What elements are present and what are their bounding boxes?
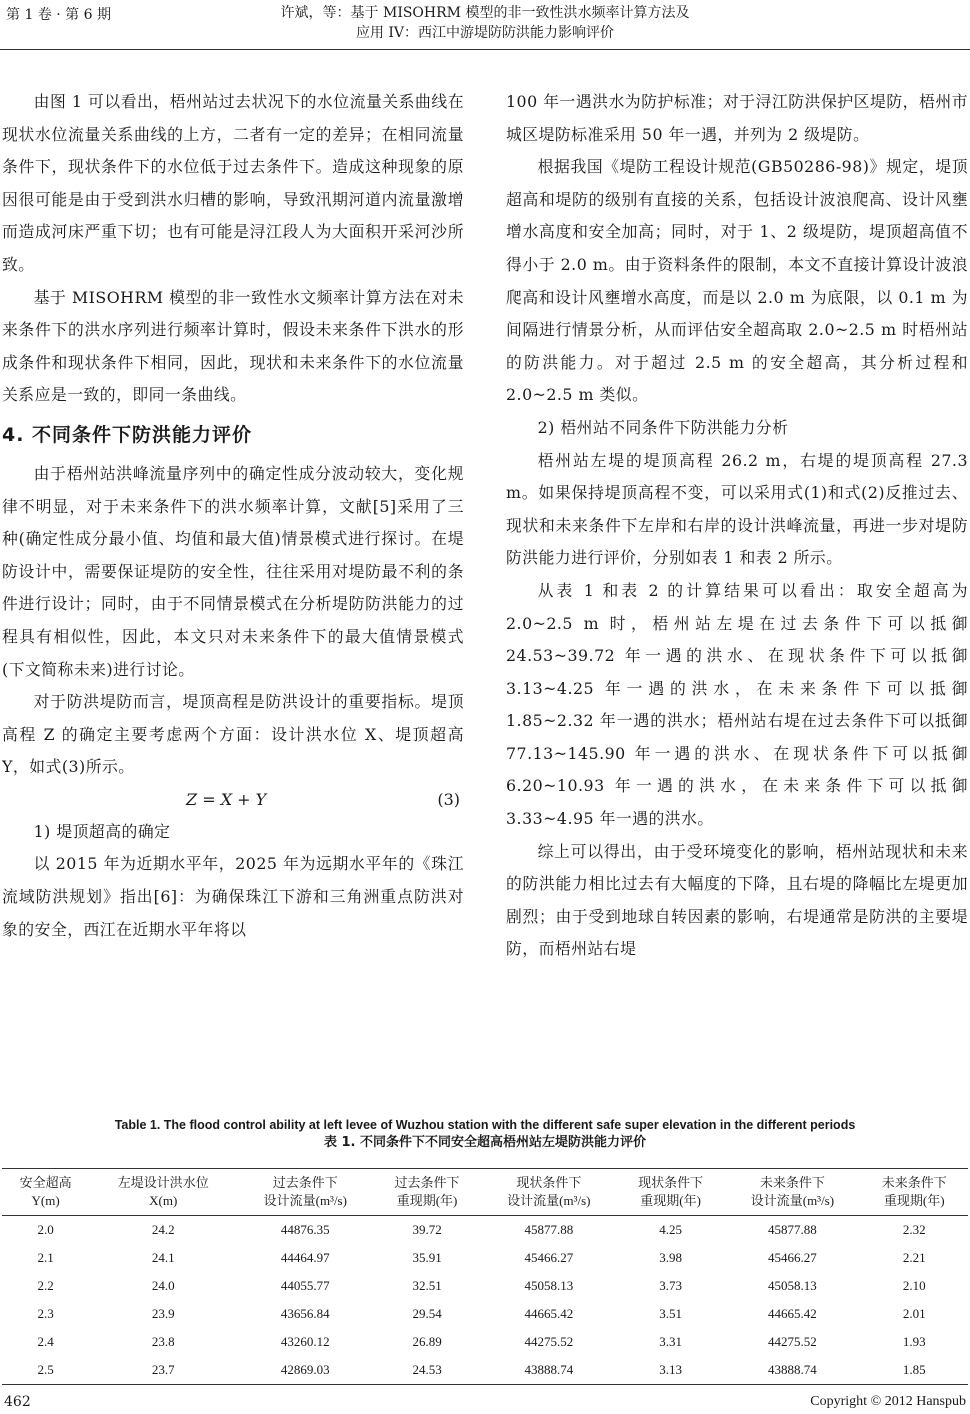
header-line: 重现期(年) xyxy=(883,1193,945,1208)
table-cell: 43888.74 xyxy=(524,1362,574,1377)
paragraph: 以 2015 年为近期水平年，2025 年为远期水平年的《珠江流域防洪规划》指出[6]：为确保珠江下游和三角洲重点防洪对象的安全，西江在近期水平年将以 xyxy=(2,854,464,939)
header-line: 安全超高 xyxy=(19,1175,72,1190)
right-column xyxy=(506,86,968,966)
header-line: 过去条件下 xyxy=(394,1175,460,1190)
table-cell: 3.13 xyxy=(659,1362,682,1377)
paragraph: 从表 1 和表 2 的计算结果可以看出：取安全超高为 2.0~2.5 m 时，梧州站左堤在过去条件下可以抵御 24.53~39.72 年一遇的洪水、在现状条件下可以抵御 3.13~4.25 年一遇的洪水，在未来条件下可以抵御 1.85~2.32 年一遇的洪水；梧州站右堤在过去条件下可以抵御 77.13~145.90 年一遇的洪水、在现状条件下可以抵御 6.20~10.93 年一遇的洪水，在未来条件下可以抵御 3.33~4.95 年一遇的洪水。 xyxy=(506,580,968,829)
table-cell: 44665.42 xyxy=(524,1306,574,1321)
running-header xyxy=(0,0,970,52)
table-caption-en: Table 1. The flood control ability at left levee of Wuzhou station with the different safe super elevation in the different periods xyxy=(114,1118,856,1132)
table-cell: 44876.35 xyxy=(280,1222,330,1237)
table-cell: 23.8 xyxy=(151,1334,175,1349)
table-cell: 29.54 xyxy=(412,1306,442,1321)
table-header-cell xyxy=(237,1169,373,1216)
journal-volume-issue: 第 1 卷 · 第 6 期 xyxy=(6,7,111,23)
table-cell: 3.98 xyxy=(659,1250,682,1265)
table-cell: 2.2 xyxy=(37,1278,54,1293)
table-cell: 3.51 xyxy=(659,1306,682,1321)
header-line: Y(m) xyxy=(31,1193,60,1208)
table-cell: 2.01 xyxy=(902,1306,926,1321)
table-cell: 2.4 xyxy=(37,1334,54,1349)
table-1 xyxy=(0,1116,970,1377)
equation-3 xyxy=(2,784,464,816)
header-line: 未来条件下 xyxy=(759,1175,825,1190)
running-title-line1: 许斌，等：基于 MISOHRM 模型的非一致性洪水频率计算方法及 xyxy=(280,5,690,21)
table-header-cell xyxy=(2,1169,89,1216)
header-line: 设计流量(m³/s) xyxy=(750,1193,835,1208)
table-row xyxy=(2,1328,968,1356)
table-cell: 43888.74 xyxy=(768,1362,817,1377)
table-cell: 45466.27 xyxy=(768,1250,817,1265)
header-line: 现状条件下 xyxy=(638,1175,704,1190)
table-cell: 3.73 xyxy=(659,1278,682,1293)
table-cell: 24.53 xyxy=(412,1362,442,1377)
header-line: 设计流量(m³/s) xyxy=(263,1193,347,1208)
table-cell: 35.91 xyxy=(412,1250,442,1265)
subsection-heading: 2) 梧州站不同条件下防洪能力分析 xyxy=(537,417,789,437)
running-title-line2: 应用 IV：西江中游堤防防洪能力影响评价 xyxy=(355,25,615,41)
table-cell: 44275.52 xyxy=(768,1334,817,1349)
header-line: 未来条件下 xyxy=(881,1175,947,1190)
table-cell: 45466.27 xyxy=(524,1250,574,1265)
table-cell: 26.89 xyxy=(412,1334,442,1349)
table-cell: 45058.13 xyxy=(768,1278,817,1293)
table-row xyxy=(2,1244,968,1272)
table-cell: 2.3 xyxy=(37,1306,54,1321)
table-header-cell xyxy=(724,1169,860,1216)
table-cell: 2.0 xyxy=(37,1222,54,1237)
paragraph: 100 年一遇洪水为防护标准；对于浔江防洪保护区堤防，梧州市城区堤防标准采用 50 年一遇，并列为 2 级堤防。 xyxy=(506,92,968,144)
paragraph: 对于防洪堤防而言，堤顶高程是防洪设计的重要指标。堤顶高程 Z 的确定主要考虑两个方面：设计洪水位 X、堤顶超高 Y，如式(3)所示。 xyxy=(2,692,464,777)
header-line: 左堤设计洪水位 xyxy=(117,1175,209,1190)
header-line: X(m) xyxy=(149,1193,178,1208)
table-cell: 44275.52 xyxy=(524,1334,574,1349)
table-cell: 43656.84 xyxy=(280,1306,330,1321)
table-body xyxy=(2,1216,968,1385)
header-rule xyxy=(0,49,970,50)
table-cell: 44665.42 xyxy=(768,1306,817,1321)
equation-number: (3) xyxy=(437,789,460,809)
table-header-cell xyxy=(617,1169,725,1216)
data-table xyxy=(2,1168,968,1385)
table-cell: 44055.77 xyxy=(280,1278,330,1293)
table-cell: 1.85 xyxy=(902,1362,926,1377)
table-row xyxy=(2,1356,968,1385)
header-line: 设计流量(m³/s) xyxy=(507,1193,591,1208)
table-cell: 45877.88 xyxy=(524,1222,574,1237)
table-cell: 45058.13 xyxy=(524,1278,574,1293)
table-cell: 44464.97 xyxy=(280,1250,330,1265)
header-line: 现状条件下 xyxy=(516,1175,582,1190)
table-header-cell xyxy=(860,1169,968,1216)
table-cell: 42869.03 xyxy=(280,1362,330,1377)
table-cell: 1.93 xyxy=(902,1334,926,1349)
table-cell: 24.2 xyxy=(151,1222,175,1237)
subsection-heading: 1) 堤顶超高的确定 xyxy=(33,821,171,841)
equation-expression: Z = X + Y xyxy=(186,789,267,809)
header-line: 重现期(年) xyxy=(640,1193,701,1208)
header-line: 重现期(年) xyxy=(396,1193,458,1208)
table-cell: 32.51 xyxy=(412,1278,442,1293)
table-header-cell xyxy=(89,1169,237,1216)
table-cell: 2.10 xyxy=(902,1278,926,1293)
section-heading: 4. 不同条件下防洪能力评价 xyxy=(2,423,253,446)
paragraph: 梧州站左堤的堤顶高程 26.2 m，右堤的堤顶高程 27.3 m。如果保持堤顶高程不变，可以采用式(1)和式(2)反推过去、现状和未来条件下左岸和右岸的设计洪峰流量，再进一步对堤防防洪能力进行评价，分别如表 1 和表 2 所示。 xyxy=(506,450,968,568)
table-cell: 23.9 xyxy=(151,1306,175,1321)
table-row xyxy=(2,1272,968,1300)
page-number: 462 xyxy=(4,1394,31,1410)
table-cell: 2.21 xyxy=(902,1250,926,1265)
table-header-row xyxy=(2,1169,968,1216)
table-cell: 2.5 xyxy=(37,1362,54,1377)
left-column xyxy=(2,86,464,946)
table-header-cell xyxy=(481,1169,617,1216)
paragraph: 由于梧州站洪峰流量序列中的确定性成分波动较大，变化规律不明显，对于未来条件下的洪水频率计算，文献[5]采用了三种(确定性成分最小值、均值和最大值)情景模式进行探讨。在堤防设计中，需要保证堤防的安全性，往往采用对堤防最不利的条件进行设计；同时，由于不同情景模式在分析堤防防洪能力的过程具有相似性，因此，本文只对未来条件下的最大值情景模式(下文简称未来)进行讨论。 xyxy=(2,463,464,679)
table-row xyxy=(2,1300,968,1328)
copyright-notice: Copyright © 2012 Hanspub xyxy=(810,1394,966,1409)
table-cell: 23.7 xyxy=(151,1362,175,1377)
table-cell: 43260.12 xyxy=(280,1334,330,1349)
paragraph: 根据我国《堤防工程设计规范(GB50286-98)》规定，堤顶超高和堤防的级别有直接的关系，包括设计波浪爬高、设计风壅增水高度和安全加高；同时，对于 1、2 级堤防，堤顶超高值不得小于 2.0 m。由于资料条件的限制，本文不直接计算设计波浪爬高和设计风壅增水高度，而是以 2.0 m 为底限，以 0.1 m 为间隔进行情景分析，从而评估安全超高取 2.0~2.5 m 时梧州站的防洪能力。对于超过 2.5 m 的安全超高，其分析过程和 2.0~2.5 m 类似。 xyxy=(506,157,968,405)
table-cell: 3.31 xyxy=(659,1334,682,1349)
table-cell: 2.1 xyxy=(37,1250,54,1265)
table-header-cell xyxy=(373,1169,481,1216)
table-cell: 24.1 xyxy=(151,1250,175,1265)
table-cell: 2.32 xyxy=(902,1222,926,1237)
table-cell: 45877.88 xyxy=(768,1222,817,1237)
header-line: 过去条件下 xyxy=(272,1175,338,1190)
table-cell: 39.72 xyxy=(412,1222,442,1237)
table-row xyxy=(2,1216,968,1245)
running-title xyxy=(0,3,970,43)
paragraph: 基于 MISOHRM 模型的非一致性水文频率计算方法在对未来条件下的洪水序列进行频率计算时，假设未来条件下洪水的形成条件和现状条件下相同，因此，现状和未来条件下的水位流量关系应是一致的，即同一条曲线。 xyxy=(2,287,464,405)
paragraph: 综上可以得出，由于受环境变化的影响，梧州站现状和未来的防洪能力相比过去有大幅度的下降，且右堤的降幅比左堤更加剧烈；由于受到地球自转因素的影响，右堤通常是防洪的主要堤防，而梧州站右堤 xyxy=(506,841,968,959)
table-caption-zh: 表 1. 不同条件下不同安全超高梧州站左堤防洪能力评价 xyxy=(323,1135,647,1150)
paragraph: 由图 1 可以看出，梧州站过去状况下的水位流量关系曲线在现状水位流量关系曲线的上方，二者有一定的差异；在相同流量条件下，现状条件下的水位低于过去条件下。造成这种现象的原因很可能是由于受到洪水归槽的影响，导致汛期河道内流量激增而造成河床严重下切；也有可能是浔江段人为大面积开采河沙所致。 xyxy=(2,92,464,274)
table-cell: 24.0 xyxy=(151,1278,175,1293)
table-cell: 4.25 xyxy=(659,1222,682,1237)
